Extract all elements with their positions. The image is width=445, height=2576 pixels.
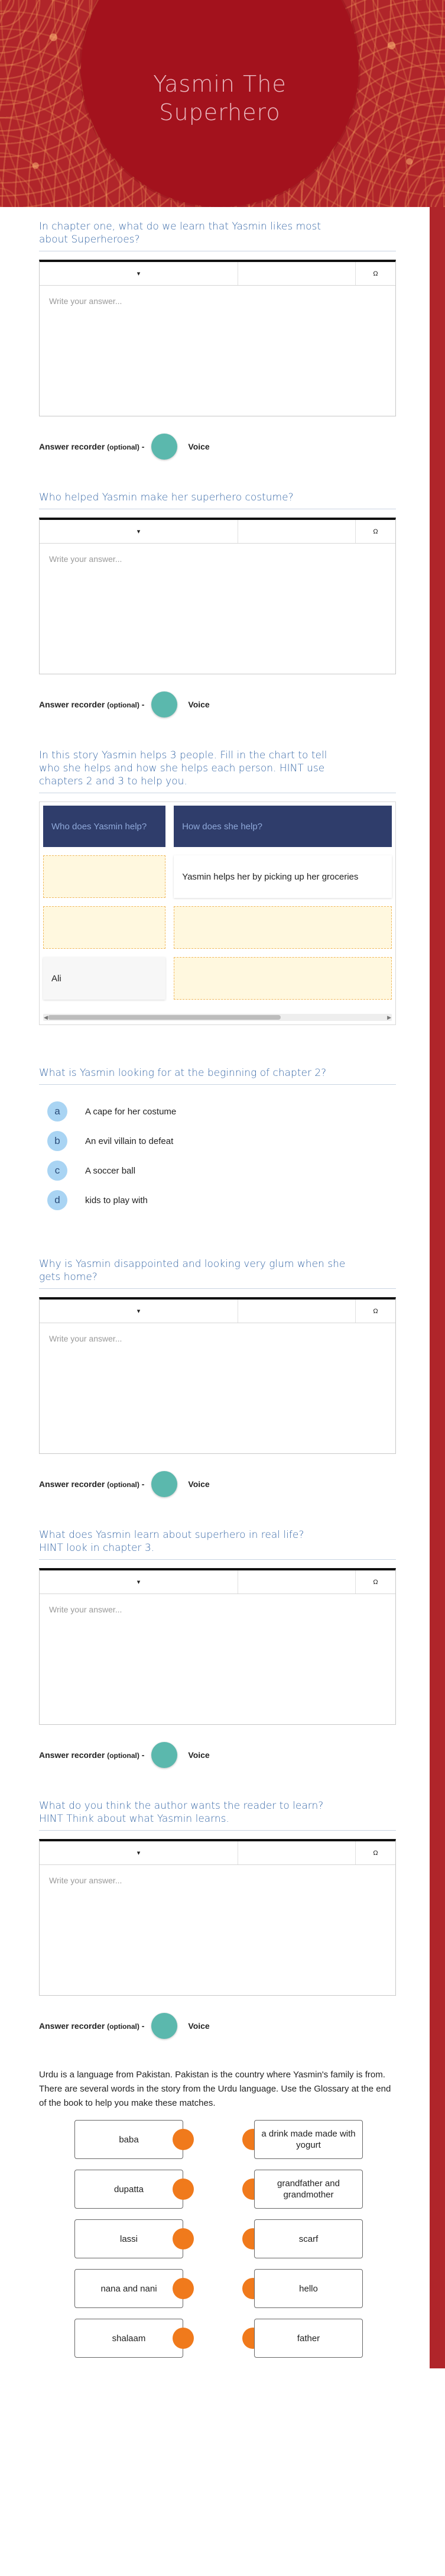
match-row: [39, 2269, 396, 2319]
match-term[interactable]: baba: [74, 2120, 183, 2159]
question-text: chapters 2 and 3 to help you.: [39, 775, 187, 787]
match-row: [39, 2319, 396, 2368]
chart-drop-zone[interactable]: [43, 906, 165, 949]
editor-toolbar: [40, 520, 395, 544]
recorder-voice-label: Voice: [188, 1479, 210, 1489]
answer-input[interactable]: Write your answer...: [49, 554, 122, 564]
editor-toolbar: [40, 1841, 395, 1865]
question-title: [39, 1249, 396, 1289]
toolbar-spacer: [238, 1841, 355, 1864]
question-text: What does Yasmin learn about superhero in real life?: [39, 1529, 304, 1541]
match-connector-dot[interactable]: [173, 2129, 194, 2150]
header-banner: [0, 0, 445, 207]
answer-recorder: [39, 1741, 396, 1769]
recorder-label: Answer recorder (optional) -: [39, 1750, 145, 1760]
chart-drop-zone[interactable]: [43, 855, 165, 898]
answer-editor: [39, 1568, 396, 1725]
editor-toolbar: [40, 262, 395, 286]
recorder-label: Answer recorder (optional) -: [39, 700, 145, 709]
chart-drop-zone[interactable]: [174, 957, 392, 1000]
page-title-line: Yasmin The: [153, 71, 287, 97]
question-7: [39, 1791, 396, 2040]
question-text: Why is Yasmin disappointed and looking very glum when she: [39, 1258, 346, 1270]
choice-letter[interactable]: d: [47, 1190, 67, 1210]
question-4: [39, 1058, 396, 1215]
editor-toolbar: [40, 1570, 395, 1594]
question-2: [39, 483, 396, 718]
special-character-button[interactable]: Ω: [355, 520, 395, 543]
match-row: [39, 2170, 396, 2219]
question-title: [39, 1058, 396, 1085]
answer-input[interactable]: Write your answer...: [49, 296, 122, 306]
question-title: [39, 741, 396, 793]
answer-recorder: [39, 1470, 396, 1498]
chart-drop-zone[interactable]: [174, 906, 392, 949]
recorder-label: Answer recorder (optional) -: [39, 442, 145, 451]
match-term[interactable]: dupatta: [74, 2170, 183, 2209]
answer-input[interactable]: Write your answer...: [49, 1605, 122, 1614]
answer-input[interactable]: Write your answer...: [49, 1334, 122, 1343]
answer-recorder: [39, 2012, 396, 2040]
answer-recorder: [39, 691, 396, 718]
question-text: gets home?: [39, 1271, 98, 1283]
toolbar-spacer: [238, 520, 355, 543]
recorder-label: Answer recorder (optional) -: [39, 2021, 145, 2031]
help-chart: [39, 801, 396, 1025]
special-character-button[interactable]: Ω: [355, 1300, 395, 1323]
choice-option[interactable]: [39, 1097, 396, 1126]
question-1: [39, 212, 396, 460]
special-character-button[interactable]: Ω: [355, 262, 395, 285]
choice-text: An evil villain to defeat: [85, 1136, 174, 1146]
answer-editor: [39, 1297, 396, 1454]
chart-header-how: How does she help?: [174, 806, 392, 847]
recorder-voice-label: Voice: [188, 700, 210, 709]
chart-header-row: [43, 806, 392, 847]
question-text: about Superheroes?: [39, 234, 140, 245]
record-button[interactable]: [151, 1742, 177, 1768]
question-6: [39, 1520, 396, 1769]
choice-text: A soccer ball: [85, 1165, 136, 1176]
chart-answer-card[interactable]: Yasmin helps her by picking up her groceries: [174, 855, 392, 898]
matching-intro: Urdu is a language from Pakistan. Pakistan is the country where Yasmin's family is from. There are several words in the story from the Urdu language. Use the Glossary at the end of the book to help you make these matches.: [39, 2070, 391, 2108]
record-button[interactable]: [151, 434, 177, 460]
match-row: [39, 2219, 396, 2269]
choice-option[interactable]: [39, 1126, 396, 1156]
match-definition[interactable]: scarf: [254, 2219, 363, 2258]
toolbar-spacer: [238, 262, 355, 285]
question-5: [39, 1249, 396, 1498]
match-term[interactable]: lassi: [74, 2219, 183, 2258]
format-dropdown[interactable]: ▾: [40, 1570, 238, 1594]
page-title: [81, 70, 359, 127]
choice-letter[interactable]: b: [47, 1131, 67, 1151]
special-character-button[interactable]: Ω: [355, 1841, 395, 1864]
match-connector-dot[interactable]: [173, 2228, 194, 2249]
match-definition[interactable]: hello: [254, 2269, 363, 2308]
recorder-voice-label: Voice: [188, 2021, 210, 2031]
record-button[interactable]: [151, 2013, 177, 2039]
content-area: [0, 207, 445, 2368]
choice-letter[interactable]: c: [47, 1161, 67, 1181]
question-text: What is Yasmin looking for at the beginning of chapter 2?: [39, 1067, 327, 1079]
question-text: Who helped Yasmin make her superhero costume?: [39, 492, 294, 503]
question-text: In this story Yasmin helps 3 people. Fill in the chart to tell: [39, 749, 327, 761]
format-dropdown[interactable]: ▾: [40, 1841, 238, 1864]
toolbar-spacer: [238, 1570, 355, 1594]
question-text: In chapter one, what do we learn that Yasmin likes most: [39, 221, 321, 232]
scrollbar-thumb[interactable]: [48, 1015, 281, 1020]
answer-editor: [39, 1839, 396, 1996]
choice-option[interactable]: [39, 1156, 396, 1185]
match-connector-dot[interactable]: [173, 2179, 194, 2200]
answer-input[interactable]: Write your answer...: [49, 1876, 122, 1885]
match-row: [39, 2120, 396, 2170]
question-title: [39, 483, 396, 509]
record-button[interactable]: [151, 1471, 177, 1497]
question-title: [39, 1520, 396, 1560]
choice-letter[interactable]: a: [47, 1101, 67, 1121]
question-title: [39, 212, 396, 251]
recorder-label: Answer recorder (optional) -: [39, 1479, 145, 1489]
horizontal-scrollbar[interactable]: [43, 1014, 392, 1021]
page-title-line: Superhero: [159, 99, 281, 125]
answer-recorder: [39, 433, 396, 460]
choice-list: [39, 1093, 396, 1215]
matching-question: [39, 2062, 396, 2368]
chart-answer-card[interactable]: Ali: [43, 957, 165, 1000]
answer-editor: [39, 518, 396, 674]
match-definition[interactable]: grandfather and grandmother: [254, 2170, 363, 2209]
answer-editor: [39, 260, 396, 416]
toolbar-spacer: [238, 1300, 355, 1323]
scroll-left-icon[interactable]: ◀: [44, 1014, 48, 1020]
choice-text: A cape for her costume: [85, 1106, 177, 1117]
match-connector-dot[interactable]: [173, 2328, 194, 2349]
choice-text: kids to play with: [85, 1195, 148, 1205]
editor-toolbar: [40, 1300, 395, 1323]
match-connector-dot[interactable]: [173, 2278, 194, 2299]
question-text: who she helps and how she helps each person. HINT use: [39, 762, 325, 774]
format-dropdown[interactable]: ▾: [40, 1300, 238, 1323]
match-term[interactable]: shalaam: [74, 2319, 183, 2358]
choice-option[interactable]: [39, 1185, 396, 1215]
recorder-voice-label: Voice: [188, 1750, 210, 1760]
question-3: [39, 741, 396, 1025]
special-character-button[interactable]: Ω: [355, 1570, 395, 1594]
question-text: HINT look in chapter 3.: [39, 1542, 155, 1554]
chart-header-who: Who does Yasmin help?: [43, 806, 165, 847]
chart-row: [43, 957, 392, 1000]
chart-row: [43, 906, 392, 949]
match-definition[interactable]: a drink made made with yogurt: [254, 2120, 363, 2159]
question-text: HINT Think about what Yasmin learns.: [39, 1813, 229, 1825]
match-definition[interactable]: father: [254, 2319, 363, 2358]
recorder-voice-label: Voice: [188, 442, 210, 451]
match-term[interactable]: nana and nani: [74, 2269, 183, 2308]
chart-row: [43, 855, 392, 898]
question-title: [39, 1791, 396, 1831]
scroll-right-icon[interactable]: ▶: [387, 1014, 391, 1020]
question-text: What do you think the author wants the reader to learn?: [39, 1800, 324, 1812]
format-dropdown[interactable]: ▾: [40, 520, 238, 543]
format-dropdown[interactable]: ▾: [40, 262, 238, 285]
record-button[interactable]: [151, 691, 177, 717]
